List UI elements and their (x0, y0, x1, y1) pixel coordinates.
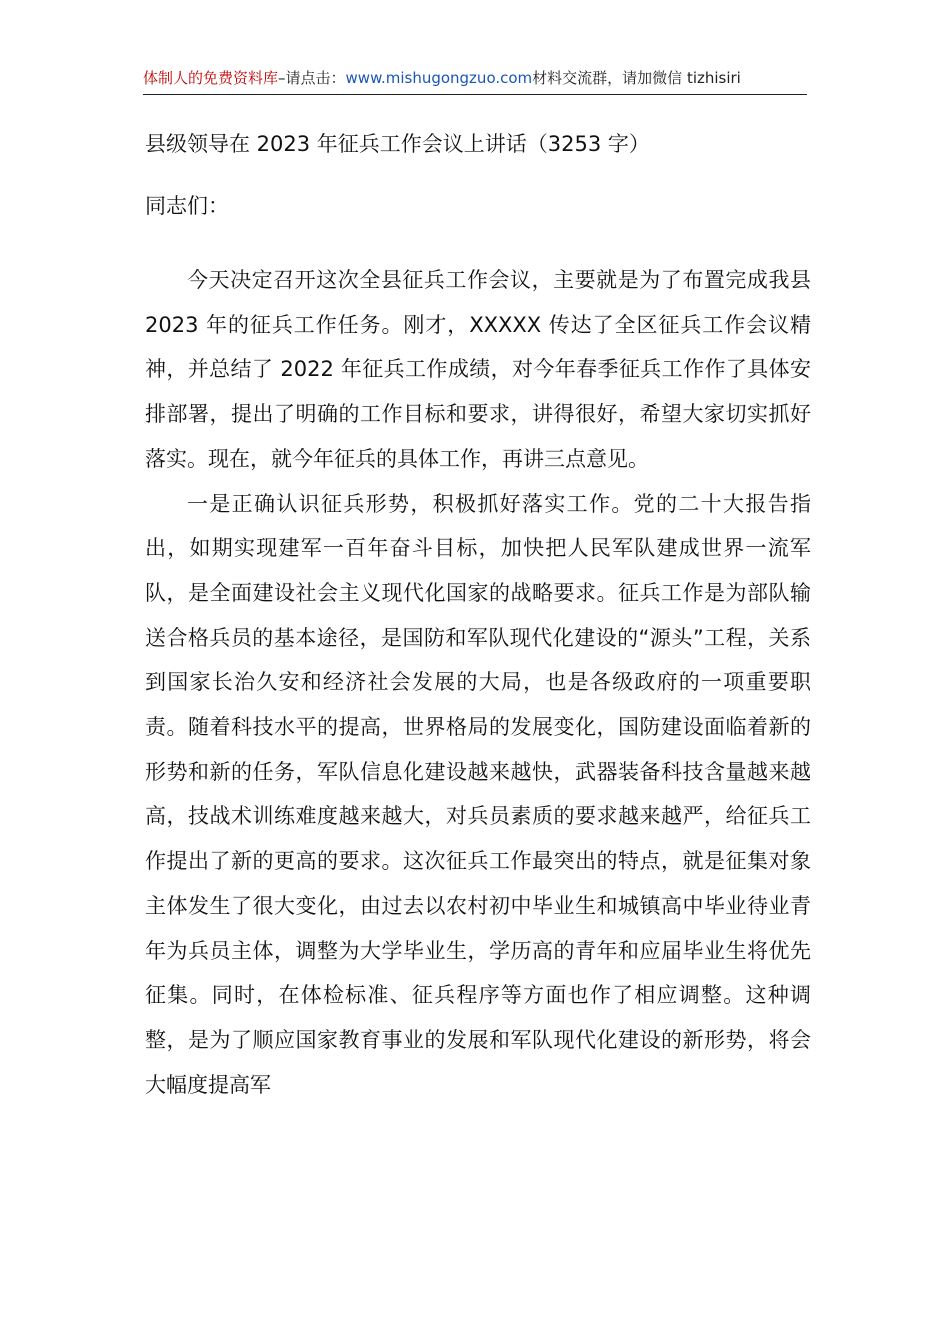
page-header (143, 66, 807, 95)
header-brand: 体制人的免费资料库 (143, 69, 279, 87)
header-url-link[interactable]: www.mishugongzuo.com (345, 69, 533, 87)
document-title: 县级领导在 2023 年征兵工作会议上讲话（3253 字） (145, 132, 650, 156)
paragraph-1: 今天决定召开这次全县征兵工作会议，主要就是为了布置完成我县 2023 年的征兵工作任务。刚才，XXXXX 传达了全区征兵工作会议精神，并总结了 2022 年征兵工作成绩，对今年春季征兵工作作了具体安排部署，提出了明确的工作目标和要求，讲得很好，希望大家切实抓好落实。现在，就今年征兵的具体工作，再讲三点意见。 (145, 268, 811, 471)
header-prompt: –请点击： (278, 69, 346, 87)
paragraph-2: 一是正确认识征兵形势，积极抓好落实工作。党的二十大报告指出，如期实现建军一百年奋斗目标，加快把人民军队建成世界一流军队，是全面建设社会主义现代化国家的战略要求。征兵工作是为部队输送合格兵员的基本途径，是国防和军队现代化建设的“源头”工程，关系到国家长治久安和经济社会发展的大局，也是各级政府的一项重要职责。随着科技水平的提高，世界格局的发展变化，国防建设面临着新的形势和新的任务，军队信息化建设越来越快，武器装备科技含量越来越高，技战术训练难度越来越大，对兵员素质的要求越来越严，给征兵工作提出了新的更高的要求。这次征兵工作最突出的特点，就是征集对象主体发生了很大变化，由过去以农村初中毕业生和城镇高中毕业待业青年为兵员主体，调整为大学毕业生，学历高的青年和应届毕业生将优先征集。同时，在体检标准、征兵程序等方面也作了相应调整。这种调整，是为了顺应国家教育事业的发展和军队现代化建设的新形势，将会大幅度提高军 (145, 491, 811, 1097)
header-note: 材料交流群，请加微信 tizhisiri (532, 69, 741, 87)
document-body (145, 258, 811, 1107)
salutation: 同志们： (145, 194, 229, 218)
